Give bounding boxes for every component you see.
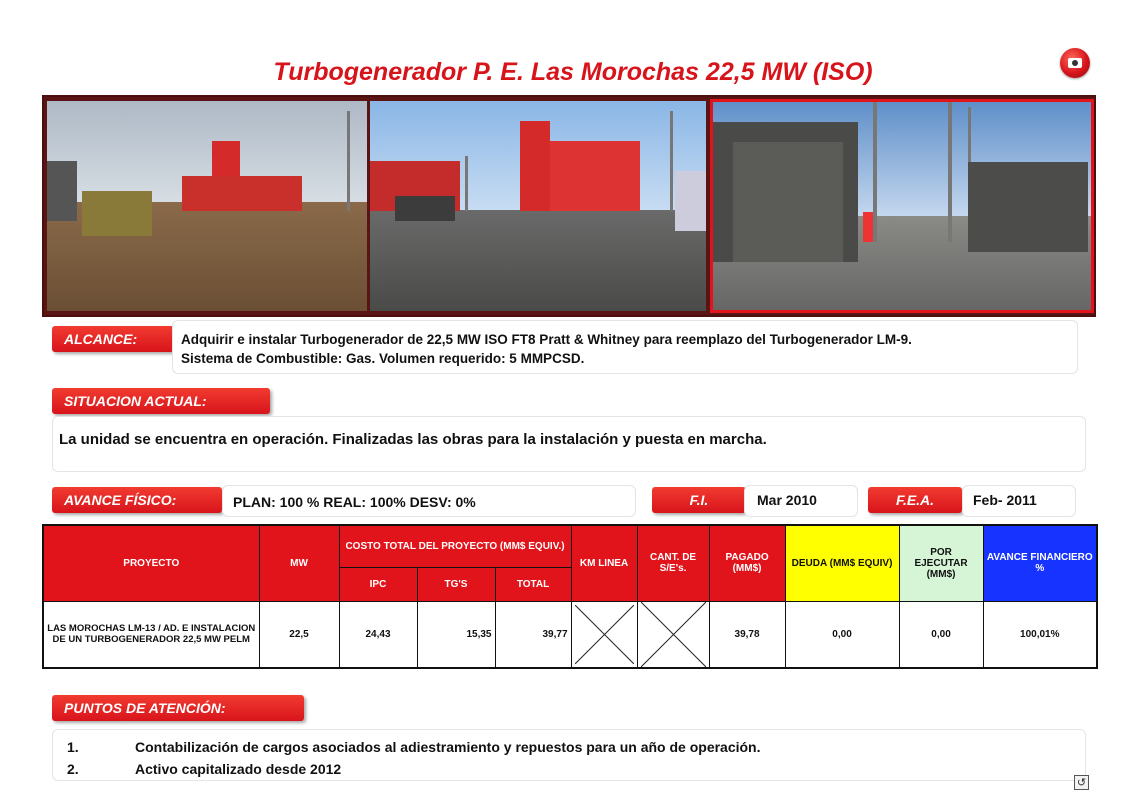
site-photo-2 <box>370 101 706 311</box>
list-item: 2. Activo capitalizado desde 2012 <box>67 761 342 777</box>
cell-por-ejecutar: 0,00 <box>899 601 983 668</box>
avance-label: AVANCE FÍSICO: <box>52 487 222 513</box>
camera-icon[interactable] <box>1060 48 1090 78</box>
cross-mark-icon <box>641 602 706 667</box>
project-table <box>42 524 1098 669</box>
header-total: TOTAL <box>495 567 571 601</box>
cell-cant-empty <box>637 601 709 668</box>
cell-pagado: 39,78 <box>709 601 785 668</box>
site-photo-1 <box>47 101 367 311</box>
header-deuda: DEUDA (MM$ EQUIV) <box>785 525 899 601</box>
header-avance-financiero: AVANCE FINANCIERO % <box>983 525 1097 601</box>
header-pagado: PAGADO (MM$) <box>709 525 785 601</box>
header-cant: CANT. DE S/E's. <box>637 525 709 601</box>
undo-icon[interactable]: ↺ <box>1074 775 1089 790</box>
puntos-panel <box>52 729 1086 781</box>
page-title: Turbogenerador P. E. Las Morochas 22,5 MW (ISO) <box>273 58 873 86</box>
fi-panel <box>744 485 858 517</box>
photo-strip <box>42 95 1096 317</box>
situacion-label: SITUACION ACTUAL: <box>52 388 270 414</box>
header-mw: MW <box>259 525 339 601</box>
avance-panel <box>222 485 636 517</box>
cell-total: 39,77 <box>495 601 571 668</box>
fea-label: F.E.A. <box>868 487 962 513</box>
cell-deuda: 0,00 <box>785 601 899 668</box>
header-tgs: TG'S <box>417 567 495 601</box>
cell-tgs: 15,35 <box>417 601 495 668</box>
alcance-line-1: Adquirir e instalar Turbogenerador de 22,5 MW ISO FT8 Pratt & Whitney para reemplazo del Turbogenerador LM-9. <box>181 332 912 347</box>
header-por-ejecutar: POR EJECUTAR (MM$) <box>899 525 983 601</box>
header-costo: COSTO TOTAL DEL PROYECTO (MM$ EQUIV.) <box>339 525 571 567</box>
header-ipc: IPC <box>339 567 417 601</box>
table-row <box>43 601 1097 668</box>
avance-text: PLAN: 100 % REAL: 100% DESV: 0% <box>233 494 476 510</box>
alcance-label: ALCANCE: <box>52 326 174 352</box>
header-proyecto: PROYECTO <box>43 525 259 601</box>
fi-label: F.I. <box>652 487 746 513</box>
alcance-line-2: Sistema de Combustible: Gas. Volumen requerido: 5 MMPCSD. <box>181 351 585 366</box>
puntos-label: PUNTOS DE ATENCIÓN: <box>52 695 304 721</box>
situacion-text: La unidad se encuentra en operación. Finalizadas las obras para la instalación y puesta en marcha. <box>59 431 767 448</box>
cell-ipc: 24,43 <box>339 601 417 668</box>
situacion-panel <box>52 416 1086 472</box>
fea-value: Feb- 2011 <box>973 492 1037 508</box>
fea-panel <box>962 485 1076 517</box>
cell-avance-financiero: 100,01% <box>983 601 1097 668</box>
list-item: 1. Contabilización de cargos asociados al adiestramiento y repuestos para un año de operación. <box>67 739 761 755</box>
alcance-panel <box>172 320 1078 374</box>
site-photo-3 <box>710 99 1094 313</box>
cell-proyecto: LAS MOROCHAS LM-13 / AD. E INSTALACION DE UN TURBOGENERADOR 22,5 MW PELM <box>43 601 259 668</box>
cell-km-empty <box>571 601 637 668</box>
cell-mw: 22,5 <box>259 601 339 668</box>
header-km: KM LINEA <box>571 525 637 601</box>
fi-value: Mar 2010 <box>757 492 817 508</box>
puntos-list <box>53 730 1085 780</box>
cross-mark-icon <box>575 605 634 664</box>
